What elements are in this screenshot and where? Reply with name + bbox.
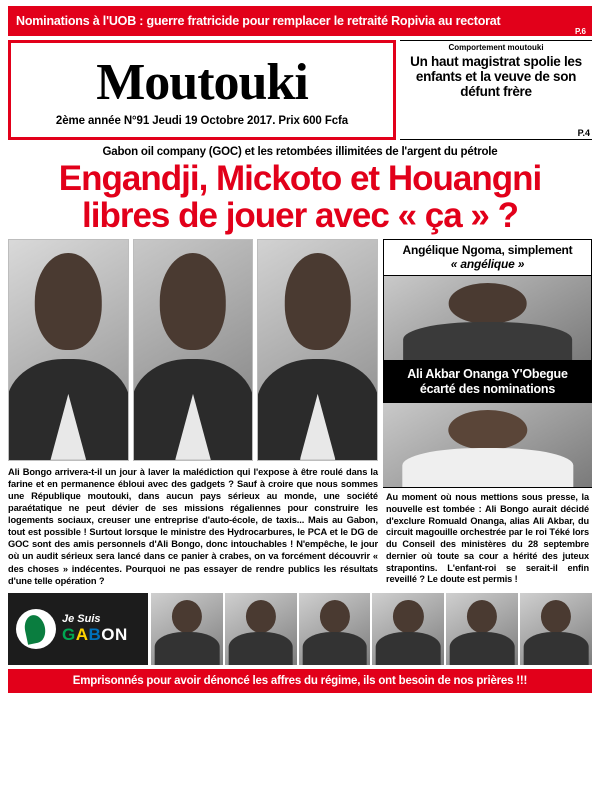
top-banner-text: Nominations à l'UOB : guerre fratricide pour remplacer le retraité Ropivia au rectorat (16, 14, 501, 28)
portrait-head-shape (160, 253, 226, 350)
portrait-head-shape (284, 253, 350, 350)
top-right-kicker: Comportement moutouki (448, 43, 544, 52)
content-area (8, 239, 592, 588)
portrait-head-shape (172, 600, 202, 633)
portrait-photo-2 (133, 239, 254, 461)
ali-akbar-onanga-photo (383, 402, 592, 488)
strapline: Gabon oil company (GOC) et les retombées illimitées de l'argent du pétrole (102, 146, 498, 158)
top-right-page-ref: P.4 (577, 128, 590, 138)
portrait-photo-1 (8, 239, 129, 461)
portrait-head-shape (541, 600, 571, 633)
portrait-head-shape (448, 410, 527, 450)
right-column (383, 239, 592, 588)
right-article-2-headline-line-1: Ali Akbar Onanga Y'Obegue (407, 367, 568, 382)
portrait-head-shape (319, 600, 349, 633)
portrait-body-shape (403, 322, 573, 361)
detainee-photo-1 (151, 593, 223, 665)
logo-letter-a: A (75, 624, 89, 644)
portrait-body-shape (228, 632, 293, 665)
masthead-subline: 2ème année N°91 Jeudi 19 Octobre 2017. Prix 600 Fcfa (55, 115, 349, 127)
angelique-ngoma-photo (384, 275, 591, 361)
je-suis-gabon-logo (8, 593, 148, 665)
top-right-headline: Un haut magistrat spolie les enfants et la veuve de son défunt frère (410, 54, 582, 100)
bottom-banner: Emprisonnés pour avoir dénoncé les affres du régime, ils ont besoin de nos prières !!! (8, 669, 592, 693)
portrait-body-shape (155, 632, 220, 665)
detainee-photo-2 (225, 593, 297, 665)
logo-line-1: Je Suis (62, 613, 101, 626)
logo-letter-b: B (88, 624, 102, 644)
top-banner-page-ref: P.6 (575, 27, 586, 36)
main-headline (8, 160, 592, 235)
detainee-photo-3 (299, 593, 371, 665)
portrait-head-shape (35, 253, 101, 350)
right-article-2-headline-line-2: écarté des nominations (419, 382, 556, 397)
top-right-article (400, 40, 592, 140)
right-article-1-headline (384, 240, 591, 276)
bottom-photo-strip (8, 593, 592, 665)
logo-line-2 (62, 626, 128, 644)
portrait-body-shape (524, 632, 589, 665)
portrait-head-shape (246, 600, 276, 633)
portrait-body-shape (450, 632, 515, 665)
right-article-1 (383, 239, 592, 363)
left-column (8, 239, 378, 588)
masthead-row (8, 40, 592, 140)
portrait-head-shape (467, 600, 497, 633)
detainee-photo-6 (520, 593, 592, 665)
detainee-photo-4 (372, 593, 444, 665)
right-article-1-headline-line-1: Angélique Ngoma, simplement (402, 242, 573, 257)
top-banner (8, 6, 592, 36)
logo-text (62, 614, 128, 643)
page-title: Moutouki (96, 54, 308, 111)
detainee-thumbnails (151, 593, 592, 665)
portrait-body-shape (376, 632, 441, 665)
portrait-head-shape (393, 600, 423, 633)
right-article-1-headline-line-2: « angélique » (450, 256, 525, 271)
portrait-body-shape (302, 632, 367, 665)
portrait-head-shape (448, 283, 527, 323)
detainee-photo-5 (446, 593, 518, 665)
right-article-2-text: Au moment où nous mettions sous presse, la nouvelle est tombée : Ali Bongo aurait décidé d'exclure Romuald Onanga, alias Ali Akbar, du circuit magouille orchestrée par le roi Téké lors du Conseil des ministères du 28 septembre dernier où toute sa cour a hérité des juteux strapontins. L'enfant-roi se serait-il enfin reveillé ? Le doute est permis ! (386, 491, 589, 585)
right-article-2-headline (383, 362, 592, 402)
lead-photo-strip (8, 239, 378, 461)
logo-letters-on: ON (101, 624, 128, 644)
gabon-leaf-icon (16, 609, 56, 649)
main-headline-line-2: libres de jouer avec « ça » ? (82, 196, 518, 236)
portrait-photo-3 (257, 239, 378, 461)
main-headline-line-1: Engandji, Mickoto et Houangni (58, 159, 542, 198)
masthead (8, 40, 396, 140)
portrait-body-shape (402, 448, 573, 487)
logo-letter-g: G (62, 624, 76, 644)
lead-article-text: Ali Bongo arrivera-t-il un jour à laver la malédiction qui l'expose à être roulé dans la farine et en permanence ébloui avec des gadgets ? Sauf à croire que nous sommes une République moutouki, dans aucun pays sérieux au monde, une société paraétatique ne peut dévier de ses missions régaliennes pour construire les logements sociaux, creuser une entreprise d'auto-école, de taxis... Mais au Gabon, tout est possible ! Surtout lorsque le ministre des Hydrocarbures, le PCA et le DG de GOC sont des amis personnels d'Ali Bongo, donc intouchables ! N'empêche, le jour où un audit sérieux sera lancé dans ce panier à crabes, on va forcément découvrir « des choses » indécentes. Pourquoi ne pas essayer de rendre publics les résultats d'une telle opération ? (8, 466, 378, 586)
